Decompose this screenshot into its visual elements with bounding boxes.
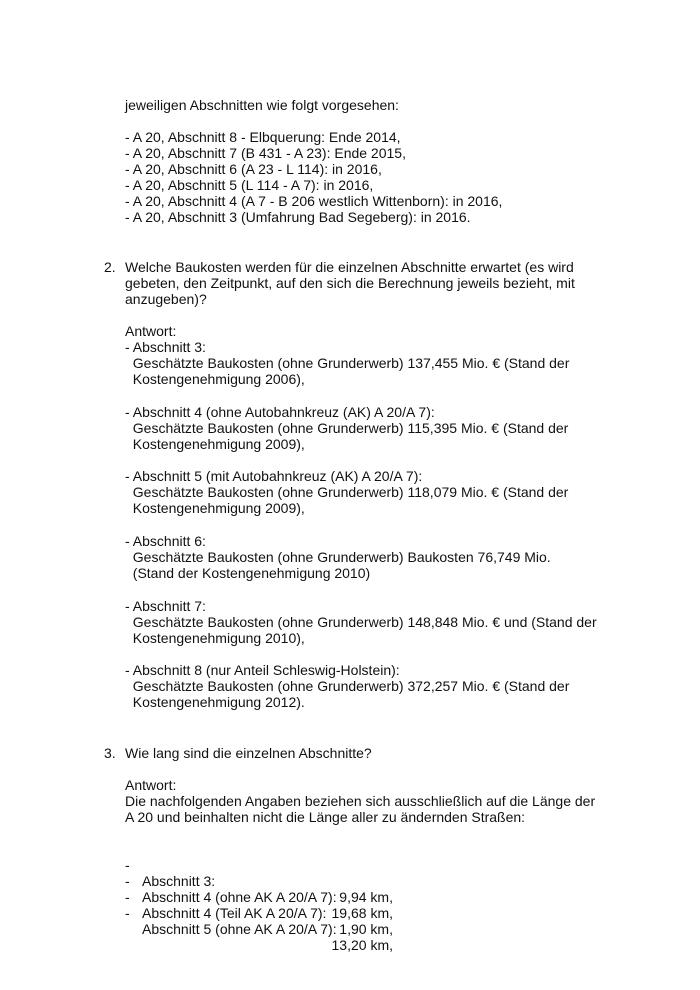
question-text: gebeten, den Zeitpunkt, auf den sich die Berechnung jeweils bezieht, mit bbox=[125, 275, 575, 291]
cost-section-line: Kostengenehmigung 2009), bbox=[125, 500, 305, 516]
length-section-name: Abschnitt 5 (ohne AK A 20/A 7): bbox=[142, 921, 337, 937]
length-section-name: Abschnitt 4 (Teil AK A 20/A 7): bbox=[142, 905, 327, 921]
cost-section-line: Geschätzte Baukosten (ohne Grunderwerb) 115,395 Mio. € (Stand der bbox=[125, 420, 569, 436]
cost-section-line: Geschätzte Baukosten (ohne Grunderwerb) 148,848 Mio. € und (Stand der bbox=[125, 614, 597, 630]
length-value: 9,94 km, bbox=[339, 889, 393, 905]
schedule-item: - A 20, Abschnitt 3 (Umfahrung Bad Segeberg): in 2016. bbox=[125, 209, 471, 225]
schedule-item: - A 20, Abschnitt 7 (B 431 - A 23): Ende 2015, bbox=[125, 145, 406, 161]
cost-section-heading: - Abschnitt 3: bbox=[125, 339, 206, 355]
cost-section-line: Kostengenehmigung 2006), bbox=[125, 371, 305, 387]
length-dash: - bbox=[125, 857, 130, 873]
schedule-item: - A 20, Abschnitt 4 (A 7 - B 206 westlich Wittenborn): in 2016, bbox=[125, 193, 503, 209]
cost-section-line: Kostengenehmigung 2010), bbox=[125, 630, 305, 646]
length-value: 19,68 km, bbox=[331, 905, 393, 921]
length-dash: - bbox=[125, 873, 130, 889]
cost-section-line: Geschätzte Baukosten (ohne Grunderwerb) 137,455 Mio. € (Stand der bbox=[125, 355, 570, 371]
cost-section-line: Geschätzte Baukosten (ohne Grunderwerb) 118,079 Mio. € (Stand der bbox=[125, 484, 569, 500]
cost-section-heading: - Abschnitt 6: bbox=[125, 533, 206, 549]
question-text: Wie lang sind die einzelnen Abschnitte? bbox=[125, 745, 372, 761]
cost-section-line: Kostengenehmigung 2012). bbox=[125, 694, 305, 710]
cost-section-heading: - Abschnitt 8 (nur Anteil Schleswig-Holstein): bbox=[125, 662, 400, 678]
cost-section-line: Geschätzte Baukosten (ohne Grunderwerb) Baukosten 76,749 Mio. bbox=[125, 549, 551, 565]
cost-section-line: Kostengenehmigung 2009), bbox=[125, 436, 305, 452]
intro-lead: jeweiligen Abschnitten wie folgt vorgesehen: bbox=[125, 97, 399, 113]
cost-section-heading: - Abschnitt 4 (ohne Autobahnkreuz (AK) A 20/A 7): bbox=[125, 404, 435, 420]
question-number: 2. bbox=[104, 259, 116, 275]
cost-section-line: (Stand der Kostengenehmigung 2010) bbox=[125, 565, 371, 581]
answer-text: A 20 und beinhalten nicht die Länge aller zu ändernden Straßen: bbox=[125, 809, 526, 825]
schedule-item: - A 20, Abschnitt 6 (A 23 - L 114): in 2016, bbox=[125, 161, 382, 177]
cost-section-line: Geschätzte Baukosten (ohne Grunderwerb) 372,257 Mio. € (Stand der bbox=[125, 678, 570, 694]
answer-label: Antwort: bbox=[125, 323, 177, 339]
schedule-item: - A 20, Abschnitt 8 - Elbquerung: Ende 2014, bbox=[125, 129, 401, 145]
length-value: 1,90 km, bbox=[339, 921, 393, 937]
length-dash: - bbox=[125, 889, 130, 905]
length-row bbox=[125, 889, 425, 969]
length-value: 13,20 km, bbox=[331, 937, 393, 953]
answer-text: Die nachfolgenden Angaben beziehen sich ausschließlich auf die Länge der bbox=[125, 793, 596, 809]
schedule-item: - A 20, Abschnitt 5 (L 114 - A 7): in 2016, bbox=[125, 177, 374, 193]
answer-label: Antwort: bbox=[125, 777, 177, 793]
cost-section-heading: - Abschnitt 5 (mit Autobahnkreuz (AK) A 20/A 7): bbox=[125, 468, 423, 484]
question-text: Welche Baukosten werden für die einzelnen Abschnitte erwartet (es wird bbox=[125, 259, 574, 275]
question-text: anzugeben)? bbox=[125, 291, 207, 307]
length-dash: - bbox=[125, 905, 130, 921]
question-number: 3. bbox=[104, 745, 116, 761]
length-section-name: Abschnitt 3: bbox=[142, 873, 216, 889]
cost-section-heading: - Abschnitt 7: bbox=[125, 598, 206, 614]
length-section-name: Abschnitt 4 (ohne AK A 20/A 7): bbox=[142, 889, 337, 905]
